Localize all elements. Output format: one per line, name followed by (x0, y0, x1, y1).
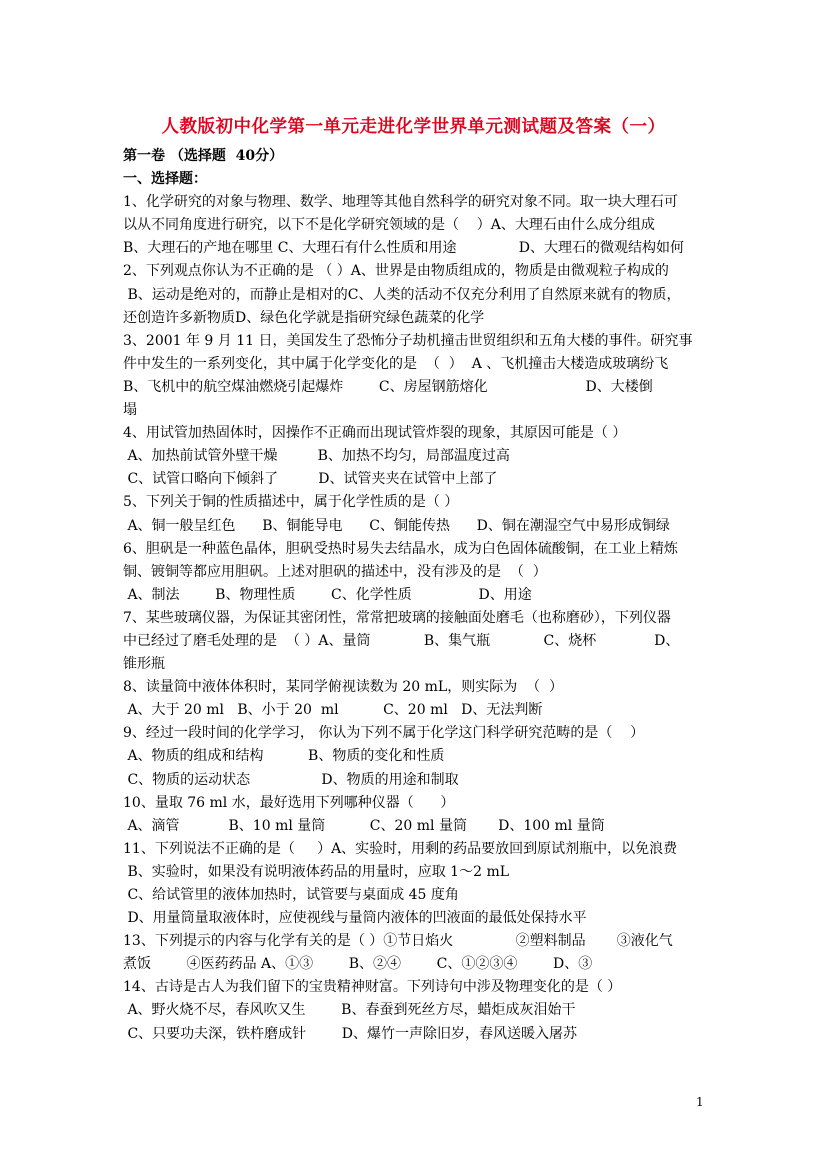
text-line: D、用量筒量取液体时，应使视线与量筒内液体的凹液面的最低处保持水平 (123, 910, 587, 927)
text-line: 3、2001 年 9 月 11 日，美国发生了恐怖分子劫机撞击世贸组织和五角大楼的事件。研究事 (123, 332, 693, 349)
text-line: 中已经过了磨毛处理的是 （ ）A、量筒 B、集气瓶 C、烧杯 D、 (123, 632, 680, 649)
text-line: A、铜一般呈红色 B、铜能导电 C、铜能传热 D、铜在潮湿空气中易形成铜绿 (123, 517, 670, 534)
text-line: 5、下列关于铜的性质描述中，属于化学性质的是（ ） (123, 494, 459, 511)
text-line: B、飞机中的航空煤油燃烧引起爆炸 C、房屋钢筋熔化 D、大楼倒 (123, 378, 653, 395)
text-line: A、制法 B、物理性质 C、化学性质 D、用途 (123, 586, 532, 603)
text-line: 9、经过一段时间的化学学习， 你认为下列不属于化学这门科学研究范畴的是（ ） (123, 725, 645, 742)
text-line: A、滴管 B、10 ml 量筒 C、20 ml 量筒 D、100 ml 量筒 (123, 817, 605, 834)
text-line: 塌 (123, 402, 137, 419)
text-line: 煮饭 ④医药药品 A、①③ B、②④ C、①②③④ D、③ (123, 956, 593, 973)
text-line: A、野火烧不尽，春风吹又生 B、春蚕到死丝方尽，蜡炬成灰泪始干 (123, 1002, 576, 1019)
text-line: 还创造许多新物质D、绿色化学就是指研究绿色蔬菜的化学 (123, 309, 485, 326)
text-line: B、大理石的产地在哪里 C、大理石有什么性质和用途 D、大理石的微观结构如何 (123, 240, 684, 257)
text-line: 1、化学研究的对象与物理、数学、地理等其他自然科学的研究对象不同。取一块大理石可 (123, 194, 678, 211)
text-line: A、物质的组成和结构 B、物质的变化和性质 (123, 748, 445, 765)
text-line: 13、下列提示的内容与化学有关的是（ ）①节日焰火 ②塑料制品 ③液化气 (123, 933, 673, 950)
text-line: C、试管口略向下倾斜了 D、试管夹夹在试管中上部了 (123, 471, 498, 488)
question-body (123, 145, 713, 1046)
text-line: 以从不同角度进行研究，以下不是化学研究领域的是（ ）A、大理石由什么成分组成 (123, 217, 655, 234)
page-number: 1 (696, 1095, 704, 1109)
text-line: 8、读量筒中液体体积时，某同学俯视读数为 20 mL，则实际为 （ ） (123, 679, 563, 696)
text-line: 件中发生的一系列变化，其中属于化学变化的是 （ ） A 、飞机撞击大楼造成玻璃纷飞 (123, 355, 669, 372)
text-line: A、大于 20 ml B、小于 20 ml C、20 ml D、无法判断 (123, 702, 543, 719)
section-heading: 第一卷 （选择题 40分） (123, 148, 284, 164)
text-line: C、给试管里的液体加热时，试管要与桌面成 45 度角 (123, 887, 459, 903)
text-line: C、只要功夫深，铁杵磨成针 D、爆竹一声除旧岁，春风送暖入屠苏 (123, 1025, 577, 1042)
text-line: 6、胆矾是一种蓝色晶体，胆矾受热时易失去结晶水，成为白色固体硫酸铜，在工业上精炼 (123, 540, 678, 557)
text-line: C、物质的运动状态 D、物质的用途和制取 (123, 771, 459, 788)
document-title: 人教版初中化学第一单元走进化学世界单元测试题及答案（一） (161, 117, 666, 137)
text-line: 2、下列观点你认为不正确的是 （ ）A、世界是由物质组成的，物质是由微观粒子构成的 (123, 263, 669, 280)
text-line: 7、某些玻璃仪器，为保证其密闭性，常常把玻璃的接触面处磨毛（也称磨砂），下列仪器 (123, 609, 671, 626)
text-line: B、实验时，如果没有说明液体药品的用量时，应取 1～2 mL (123, 863, 510, 880)
text-line: A、加热前试管外壁干燥 B、加热不均匀，局部温度过高 (123, 448, 510, 465)
section-heading: 一、选择题： (123, 171, 207, 188)
text-line: 10、量取 76 ml 水，最好选用下列哪种仪器（ ） (123, 794, 455, 811)
text-line: 锥形瓶 (123, 656, 165, 673)
text-line: 铜、镀铜等都应用胆矾。上述对胆矾的描述中，没有涉及的是 （ ） (123, 563, 547, 580)
text-line: 11、下列说法不正确的是（ ）A、实验时，用剩的药品要放回到原试剂瓶中，以免浪费 (123, 840, 678, 857)
text-line: 4、用试管加热固体时，因操作不正确而出现试管炸裂的现象，其原因可能是（ ） (123, 425, 627, 442)
text-line: 14、古诗是古人为我们留下的宝贵精神财富。下列诗句中涉及物理变化的是（ ） (123, 979, 622, 996)
text-line: B、运动是绝对的，而静止是相对的C、人类的活动不仅充分利用了自然原来就有的物质， (123, 286, 681, 303)
